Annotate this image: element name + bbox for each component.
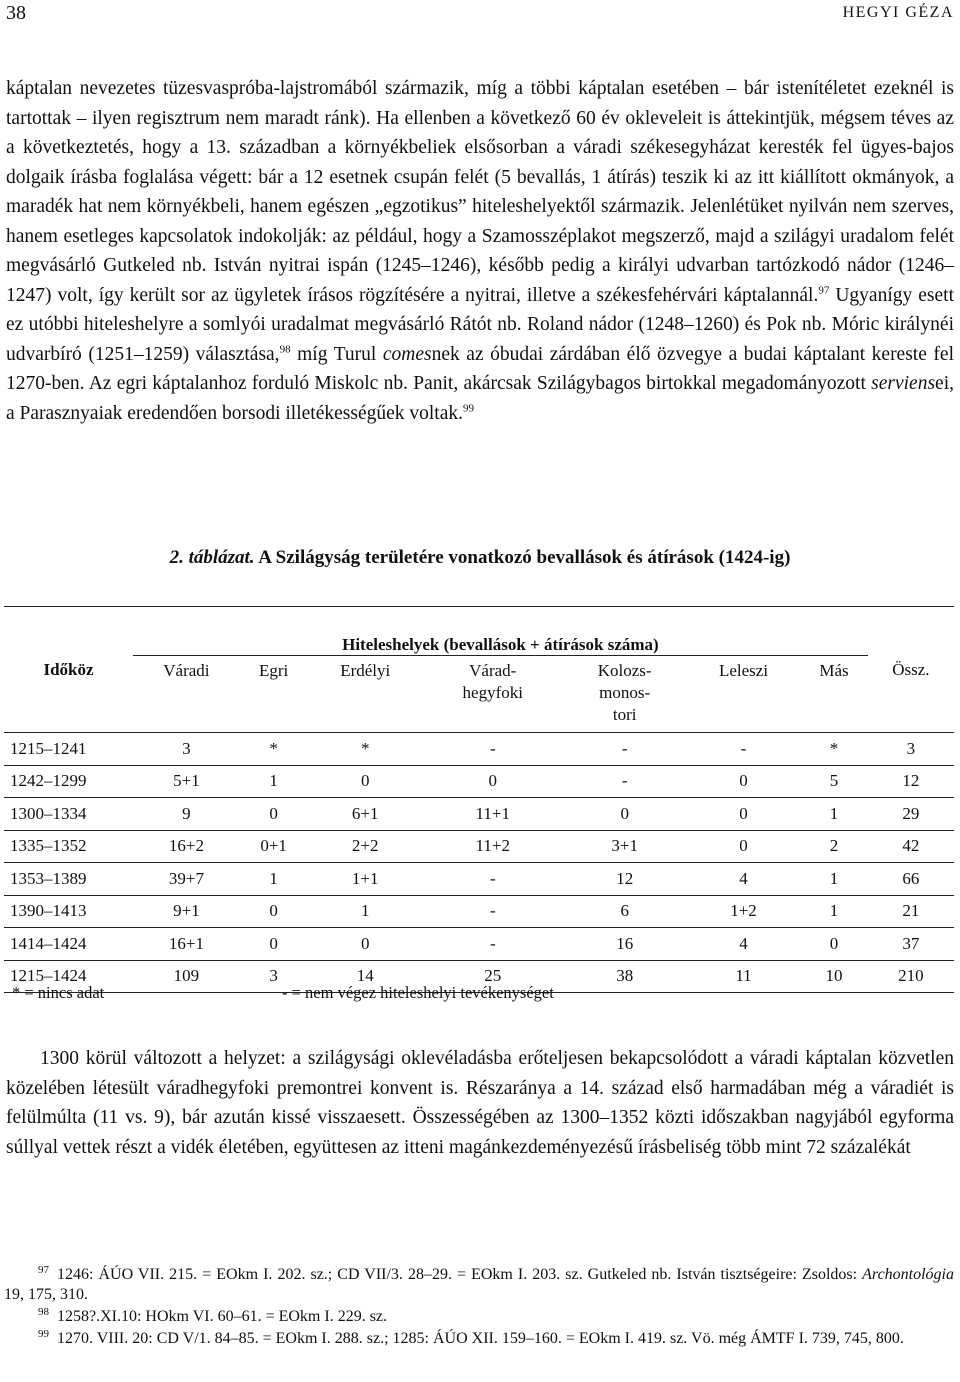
col-header-egri-label: Egri (258, 661, 289, 680)
footnote-99-number: 99 (38, 1327, 49, 1340)
cell-value: 3 (240, 960, 308, 993)
cell-value: 0 (240, 895, 308, 928)
col-header-varadi (133, 656, 240, 733)
cell-period: 1335–1352 (4, 830, 133, 863)
cell-value: 0 (307, 765, 423, 798)
cell-value: 1+1 (307, 863, 423, 896)
cell-value: 0 (240, 798, 308, 831)
cell-value: 25 (423, 960, 563, 993)
cell-value: 0 (307, 928, 423, 961)
cell-total: 29 (868, 798, 954, 831)
cell-value: 0 (563, 798, 687, 831)
paragraph-1 (6, 74, 954, 428)
cell-value: - (423, 895, 563, 928)
cell-value: 11+1 (423, 798, 563, 831)
cell-value: * (240, 733, 308, 766)
cell-total: 210 (868, 960, 954, 993)
legend-no-activity: - = nem végez hiteleshelyi tevékenységet (282, 983, 554, 1002)
table-row (4, 798, 954, 831)
cell-value: - (563, 765, 687, 798)
running-head: HEGYI GÉZA (842, 4, 954, 21)
cell-value: 0 (800, 928, 868, 961)
cell-period: 1414–1424 (4, 928, 133, 961)
paragraph-1-text-d: nek az óbudai zárdában élő özvegye a budai káptalant kereste fel 1270-ben. Az egri káptalanhoz forduló Miskolc nb. Panit, akárcsak Szilágybagos birtokkal megadományozott (6, 343, 954, 394)
cell-value: 9 (133, 798, 240, 831)
cell-value: 38 (563, 960, 687, 993)
cell-period: 1353–1389 (4, 863, 133, 896)
cell-value: 0+1 (240, 830, 308, 863)
cell-value: 10 (800, 960, 868, 993)
footnote-ref-98[interactable]: 98 (279, 343, 291, 355)
col-header-mas (800, 656, 868, 733)
table-row (4, 863, 954, 896)
table-header-row-1 (4, 607, 954, 656)
cell-value: 4 (687, 928, 800, 961)
cell-value: * (307, 733, 423, 766)
col4-line2: hegyfoki (462, 683, 523, 702)
cell-value: - (563, 733, 687, 766)
cell-total: 66 (868, 863, 954, 896)
col-header-varadhegyfoki-label (463, 656, 523, 704)
table-caption-label: 2. táblázat. (169, 547, 255, 568)
cell-period: 1215–1424 (4, 960, 133, 993)
cell-value: 14 (307, 960, 423, 993)
table-row (4, 765, 954, 798)
col4-line1: Várad- (469, 661, 517, 680)
paragraph-1-text-b: Ugyanígy esett ez utóbbi hiteleshelyre a somlyói uradalmat megvásárló Rátót nb. Roland nádor (1248–1260) és Pok nb. Móric királynéi udvarbíró (1251–1259) választása, (6, 284, 954, 365)
cell-value: 1 (240, 765, 308, 798)
col-header-kolozsmonostori (563, 656, 687, 733)
data-table (4, 606, 954, 993)
cell-total: 3 (868, 733, 954, 766)
term-serviens: serviens (871, 373, 936, 394)
table-caption (0, 547, 960, 569)
cell-value: 1 (800, 895, 868, 928)
col-header-varadi-label: Váradi (163, 661, 210, 680)
cell-value: 16+1 (133, 928, 240, 961)
cell-value: 4 (687, 863, 800, 896)
row-header-label: Időköz (43, 659, 94, 679)
col-header-kolozsmonostori-label (598, 656, 652, 726)
cell-value: 16+2 (133, 830, 240, 863)
cell-value: 0 (687, 798, 800, 831)
row-header-cell (4, 607, 133, 733)
super-header-label: Hiteleshelyek (bevallások + átírások száma) (342, 635, 659, 654)
cell-period: 1300–1334 (4, 798, 133, 831)
cell-value: 11 (687, 960, 800, 993)
total-header-cell (868, 607, 954, 733)
cell-value: 11+2 (423, 830, 563, 863)
footnote-99-text: 1270. VIII. 20: CD V/1. 84–85. = EOkm I. 288. sz.; 1285: ÁÚO XII. 159–160. = EOkm I. 419. sz. Vö. még ÁMTF I. 739, 745, 800. (57, 1330, 904, 1347)
footnote-ref-97[interactable]: 97 (818, 284, 830, 296)
paragraph-2: 1300 körül változott a helyzet: a szilágysági oklevéladásba erőteljesen bekapcsolódott a váradi káptalan közvetlen közelében létesült váradhegyfoki premontrei konvent is. Részaránya a 14. század első harmadában még a váradiét is felülmúlta (11 vs. 9), bár azután kissé visszaesett. Összességében az 1300–1352 közti időszakban nagyjából egyforma súllyal vettek részt a vidék életében, együttesen az itteni magánkezdeményezésű írásbeliség több mint 72 százalékát (6, 1048, 954, 1158)
col-header-leleszi-label: Leleszi (718, 661, 769, 680)
col-header-egri (240, 656, 308, 733)
footnote-ref-99[interactable]: 99 (463, 402, 475, 414)
total-header-label: Össz. (892, 659, 930, 679)
cell-value: 39+7 (133, 863, 240, 896)
col5-line2: monos- (599, 683, 651, 702)
footnote-98-number: 98 (38, 1305, 49, 1318)
cell-value: 0 (240, 928, 308, 961)
footnote-98-text: 1258?.XI.10: HOkm VI. 60–61. = EOkm I. 229. sz. (57, 1308, 388, 1325)
col-header-erdelyi-label: Erdélyi (340, 661, 391, 680)
col5-line3: tori (612, 705, 637, 724)
cell-value: 0 (687, 765, 800, 798)
paragraph-1-text-c: míg Turul (290, 343, 383, 365)
cell-value: 9+1 (133, 895, 240, 928)
cell-value: 3+1 (563, 830, 687, 863)
cell-value: - (423, 733, 563, 766)
table-caption-title: A Szilágyság területére vonatkozó bevallások és átírások (1424-ig) (254, 547, 791, 568)
cell-value: 2 (800, 830, 868, 863)
legend-no-data: * = nincs adat (12, 983, 105, 1002)
table-row (4, 733, 954, 766)
cell-period: 1390–1413 (4, 895, 133, 928)
cell-value: - (423, 863, 563, 896)
page-number: 38 (6, 2, 26, 24)
cell-value: 12 (563, 863, 687, 896)
cell-total: 21 (868, 895, 954, 928)
col5-line1: Kolozs- (597, 661, 652, 680)
cell-value: 1 (800, 863, 868, 896)
cell-value: 1 (240, 863, 308, 896)
footnote-97-text-b: 19, 175, 310. (4, 1286, 88, 1303)
footnote-99 (4, 1329, 954, 1349)
cell-total: 12 (868, 765, 954, 798)
cell-value: 1 (307, 895, 423, 928)
col-header-varadhegyfoki (423, 656, 563, 733)
footnote-97-text-a: 1246: ÁÚO VII. 215. = EOkm I. 202. sz.; CD VII/3. 28–29. = EOkm I. 203. sz. Gutkeled nb. István tisztségeire: Zsoldos: (57, 1266, 863, 1283)
paragraph-1-text-e: ei, a Parasznyaiak eredendően borsodi illetékességűek voltak. (6, 373, 954, 424)
cell-value: 5 (800, 765, 868, 798)
page-header (6, 2, 954, 32)
table-row (4, 895, 954, 928)
cell-value: 0 (687, 830, 800, 863)
cell-value: 2+2 (307, 830, 423, 863)
table-row (4, 928, 954, 961)
paragraph-1-text-a: káptalan nevezetes tüzesvaspróba-lajstromából származik, míg a többi káptalan esetében – bár istenítéletet ezeknél is tartottak – ilyen regisztrum nem maradt ránk). Ha ellenben a következő 60 év okleveleit is áttekintjük, mégsem téves az a következtetés, hogy a 13. században a környékbeliek elsősorban a váradi székesegyházat keresték fel ügyes-bajos dolgaik írásba foglalása végett: bár a 12 esetnek csupán felét (5 bevallás, 1 átírás) teszik ki az itt kiállított okmányok, a maradék hat nem környékbeli, hanem egészen „egzotikus” hiteleshelyektől származik. Jelenlétüket nyilván nem szerves, hanem esetleges kapcsolatok indokolják: az például, hogy a Szamosszéplakot megszerző, majd a szilágyi uradalom felét megvásárló Gutkeled nb. István nyitrai ispán (1245–1246), később pedig a királyi udvarban tartózkodó nádor (1246–1247) volt, így került sor az ügyletek írásos rögzítésére a nyitrai, illetve a székesfehérvári káptalannál. (6, 78, 954, 306)
cell-period: 1242–1299 (4, 765, 133, 798)
col-header-erdelyi (307, 656, 423, 733)
cell-period: 1215–1241 (4, 733, 133, 766)
cell-value: 3 (133, 733, 240, 766)
footnote-97-number: 97 (38, 1263, 49, 1276)
footnote-97 (4, 1265, 954, 1305)
cell-value: 16 (563, 928, 687, 961)
cell-value: * (800, 733, 868, 766)
cell-value: - (687, 733, 800, 766)
cell-value: 1+2 (687, 895, 800, 928)
cell-value: 6+1 (307, 798, 423, 831)
cell-value: - (423, 928, 563, 961)
table-body (4, 733, 954, 993)
table-header-row-2 (4, 656, 954, 733)
col-header-mas-label: Más (819, 661, 849, 680)
footnote-98 (4, 1307, 954, 1327)
footnotes (4, 1265, 954, 1351)
cell-value: 5+1 (133, 765, 240, 798)
footnote-97-italic: Archontológia (862, 1266, 954, 1283)
cell-total: 42 (868, 830, 954, 863)
cell-value: 0 (423, 765, 563, 798)
col-header-leleszi (687, 656, 800, 733)
super-header-cell (133, 607, 868, 656)
table-row (4, 830, 954, 863)
cell-value: 1 (800, 798, 868, 831)
cell-total: 37 (868, 928, 954, 961)
cell-value: 6 (563, 895, 687, 928)
term-comes: comes (382, 343, 432, 365)
cell-value: 109 (133, 960, 240, 993)
